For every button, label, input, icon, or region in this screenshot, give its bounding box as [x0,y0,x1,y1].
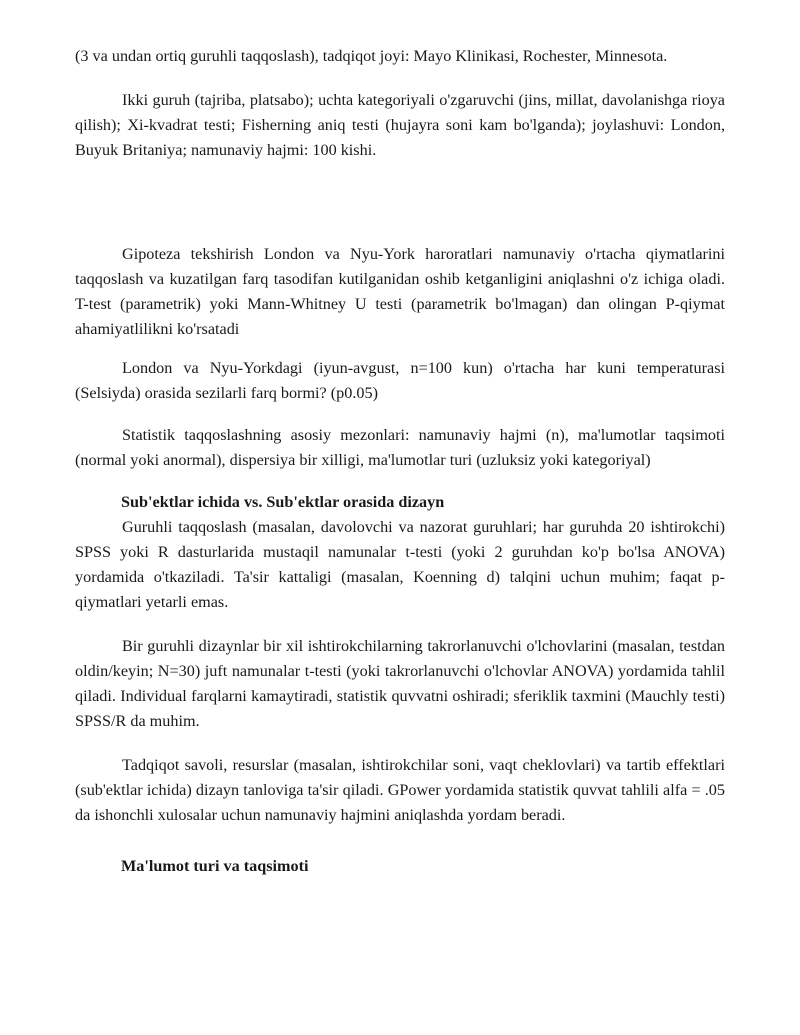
paragraph-between-subjects: Guruhli taqqoslash (masalan, davolovchi va nazorat guruhlari; har guruhda 20 ishtirokchi) SPSS yoki R dasturlarida mustaqil namunalar t-testi (yoki 2 guruhdan ko'p bo'lsa ANOVA) yordamida o'tkaziladi. Ta'sir kattaligi (masalan, Koenning d) talqini uchun muhim; faqat p-qiymatlari yetarli emas. [75,518,725,611]
paragraph-continuation: (3 va undan ortiq guruhli taqqoslash), tadqiqot joyi: Mayo Klinikasi, Rochester, Minnesota. [75,47,668,65]
section-heading-data-type: Ma'lumot turi va taqsimoti [121,857,309,875]
paragraph-within-subjects: Bir guruhli dizaynlar bir xil ishtirokchilarning takrorlanuvchi o'lchovlarini (masalan, testdan oldin/keyin; N=30) juft namunalar t-testi (yoki takrorlanuvchi o'lchovlar ANOVA) yordamida tahlil qiladi. Individual farqlarni kamaytiradi, statistik quvvatni oshiradi; sferiklik taxmini (Mauchly testi) SPSS/R da muhim. [75,637,725,730]
section-heading-design: Sub'ektlar ichida vs. Sub'ektlar orasida dizayn [121,493,445,511]
paragraph-hypothesis-testing: Gipoteza tekshirish London va Nyu-York haroratlari namunaviy o'rtacha qiymatlarini taqqoslash va kuzatilgan farq tasodifan kutilganidan oshib ketganligini aniqlashni o'z ichiga oladi. T-test (parametrik) yoki Mann-Whitney U testi (parametrik bo'lmagan) dan olingan P-qiymat ahamiyatlilikni ko'rsatadi [75,245,725,338]
paragraph-two-groups: Ikki guruh (tajriba, platsabo); uchta kategoriyali o'zgaruvchi (jins, millat, davolanishga rioya qilish); Xi-kvadrat testi; Fisherning aniq testi (hujayra soni kam bo'lganda); joylashuvi: London, Buyuk Britaniya; namunaviy hajmi: 100 kishi. [75,91,725,159]
paragraph-comparison-criteria: Statistik taqqoslashning asosiy mezonlari: namunaviy hajmi (n), ma'lumotlar taqsimoti (normal yoki anormal), dispersiya bir xilligi, ma'lumotlar turi (uzluksiz yoki kategoriyal) [75,426,725,469]
paragraph-design-choice: Tadqiqot savoli, resurslar (masalan, ishtirokchilar soni, vaqt cheklovlari) va tartib effektlari (sub'ektlar ichida) dizayn tanloviga ta'sir qiladi. GPower yordamida statistik quvvat tahlili alfa = .05 da ishonchli xulosalar uchun namunaviy hajmini aniqlashda yordam beradi. [75,756,725,824]
document-page [75,44,725,879]
paragraph-research-question: London va Nyu-Yorkdagi (iyun-avgust, n=100 kun) o'rtacha har kuni temperaturasi (Selsiyda) orasida sezilarli farq bormi? (p0.05) [75,359,725,402]
